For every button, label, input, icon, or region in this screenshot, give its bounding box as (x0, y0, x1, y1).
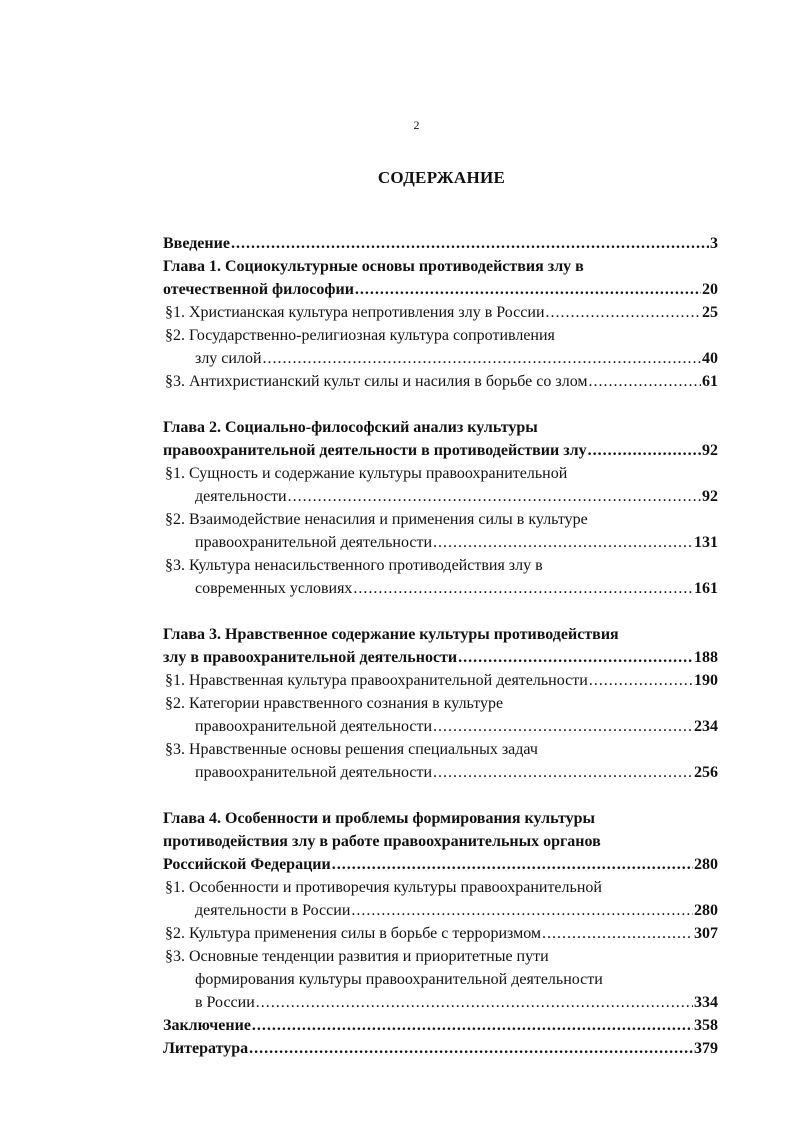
chapter-4-entry: Российской Федерации ..... 280 (163, 853, 718, 876)
chapter-2-title: Глава 2. Социально-философский анализ культуры (163, 419, 538, 436)
toc-entry-intro (163, 232, 718, 255)
chapter-4-section-2: §2. Культура применения силы в борьбе с терроризмом ..... 307 (163, 922, 718, 945)
chapter-4-title: Глава 4. Особенности и проблемы формирования культуры (163, 810, 595, 827)
toc-page: 20 (702, 281, 718, 298)
chapter-4-section-1: деятельности в России ..... 280 (163, 899, 718, 922)
toc-page: 25 (702, 304, 718, 321)
toc-entry-conclusion (163, 1014, 718, 1037)
chapter-4-section-3-line-2: формирования культуры правоохранительной деятельности (195, 971, 603, 988)
toc-page: 280 (694, 902, 718, 919)
chapter-2-section-2: правоохранительной деятельности ..... 131 (163, 531, 718, 554)
chapter-3-title: Глава 3. Нравственное содержание культуры противодействия (163, 626, 619, 643)
toc-page: 307 (694, 925, 718, 942)
chapter-4-title-line-2: противодействия злу в работе правоохранительных органов (163, 833, 601, 850)
toc-entry-literature (163, 1037, 718, 1060)
toc-page: 188 (694, 649, 718, 666)
chapter-2-section-2-title: §2. Взаимодействие ненасилия и применения силы в культуре (165, 511, 588, 528)
chapter-3-section-3: правоохранительной деятельности ..... 256 (163, 761, 718, 784)
toc-page: 40 (702, 350, 718, 367)
chapter-2-section-1-title: §1. Сущность и содержание культуры правоохранительной (165, 465, 568, 482)
toc-page: 92 (702, 442, 718, 459)
toc-label: Заключение (163, 1017, 251, 1034)
toc-page: 61 (702, 373, 718, 390)
chapter-2-section-3: современных условиях ..... 161 (163, 577, 718, 600)
chapter-4-section-1-title: §1. Особенности и противоречия культуры правоохранительной (165, 879, 602, 896)
chapter-3-entry: злу в правоохранительной деятельности ..... 188 (163, 646, 718, 669)
chapter-1-section-3: §3. Антихристианский культ силы и насилия в борьбе со злом ..... 61 (163, 370, 718, 393)
table-of-contents (163, 232, 718, 1060)
toc-page: 161 (694, 580, 718, 597)
page-title: СОДЕРЖАНИЕ (377, 168, 506, 187)
toc-label: Литература (163, 1040, 249, 1057)
chapter-1-entry: отечественной философии ..... 20 (163, 278, 718, 301)
page-number: 2 (413, 118, 420, 132)
chapter-1-section-2: злу силой ..... 40 (163, 347, 718, 370)
chapter-4-section-3: в России ..... 334 (163, 991, 718, 1014)
toc-page: 131 (694, 534, 718, 551)
chapter-3-section-1: §1. Нравственная культура правоохранительной деятельности ..... 190 (163, 669, 718, 692)
toc-page: 256 (694, 764, 718, 781)
toc-page: 190 (694, 672, 718, 689)
toc-label: Введение (163, 235, 230, 252)
chapter-1-section-1: §1. Христианская культура непротивления злу в России ..... 25 (163, 301, 718, 324)
chapter-2-section-1: деятельности ..... 92 (163, 485, 718, 508)
toc-page: 234 (694, 718, 718, 735)
toc-page: 92 (702, 488, 718, 505)
chapter-3-section-3-title: §3. Нравственные основы решения специальных задач (165, 741, 538, 758)
chapter-2-entry: правоохранительной деятельности в противодействии злу ..... 92 (163, 439, 718, 462)
toc-page: 280 (694, 856, 718, 873)
toc-page: 379 (694, 1040, 718, 1057)
toc-page: 3 (710, 235, 718, 252)
chapter-4-section-3-title: §3. Основные тенденции развития и приоритетные пути (165, 948, 549, 965)
chapter-3-section-2: правоохранительной деятельности ..... 234 (163, 715, 718, 738)
toc-page: 358 (694, 1017, 718, 1034)
toc-page: 334 (694, 994, 718, 1011)
chapter-1-section-2-title: §2. Государственно-религиозная культура сопротивления (165, 327, 555, 344)
chapter-2-section-3-title: §3. Культура ненасильственного противодействия злу в (165, 557, 543, 574)
chapter-1-title: Глава 1. Социокультурные основы противодействия злу в (163, 258, 584, 275)
chapter-3-section-2-title: §2. Категории нравственного сознания в культуре (165, 695, 504, 712)
